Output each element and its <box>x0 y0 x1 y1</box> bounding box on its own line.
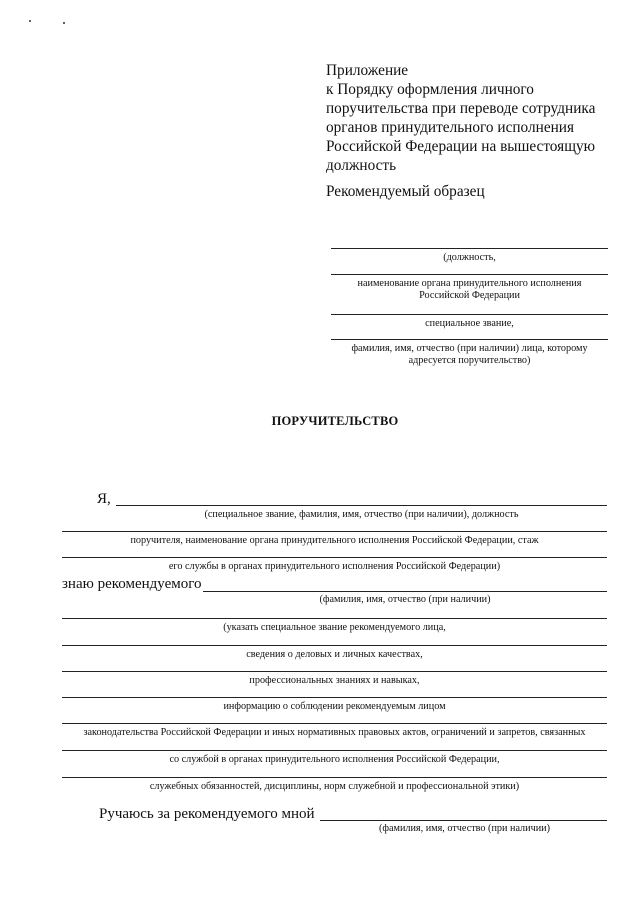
scan-speck <box>29 20 31 22</box>
know-label: знаю рекомендуемого <box>62 576 202 592</box>
scan-speck <box>63 22 65 24</box>
field-caption: со службой в органах принудительного исполнения Российской Федерации, <box>169 754 500 765</box>
appendix-line: должность <box>326 157 397 174</box>
field-caption: (указать специальное звание рекомендуемого лица, <box>223 622 446 633</box>
field-caption: поручителя, наименование органа принудительного исполнения Российской Федерации, стаж <box>130 535 539 546</box>
recommended-name-field[interactable] <box>203 591 607 592</box>
appendix-note <box>326 61 626 175</box>
addressee-caption: (должность, <box>443 252 496 263</box>
sample-label: Рекомендуемый образец <box>326 183 485 200</box>
addressee-caption: адресуется поручительство) <box>408 355 531 366</box>
field-caption: законодательства Российской Федерации и иных нормативных правовых актов, ограничений и запретов, связанных <box>83 727 586 738</box>
addressee-caption: наименование органа принудительного исполнения <box>357 278 582 289</box>
field-caption: (фамилия, имя, отчество (при наличии) <box>378 823 551 834</box>
service-restrictions-field[interactable] <box>62 750 607 751</box>
addressee-caption: Российской Федерации <box>419 290 520 301</box>
guarantor-field[interactable] <box>116 505 607 506</box>
addressee-caption: специальное звание, <box>425 318 514 329</box>
field-caption: профессиональных знаниях и навыках, <box>249 675 420 686</box>
addressee-caption: фамилия, имя, отчество (при наличии) лица, которому <box>351 343 588 354</box>
appendix-line: Российской Федерации на вышестоящую <box>326 138 596 155</box>
field-caption: служебных обязанностей, дисциплины, норм служебной и профессиональной этики) <box>149 781 520 792</box>
vouch-name-field[interactable] <box>320 820 607 821</box>
addressee-organ-field[interactable] <box>331 274 608 275</box>
legislation-field[interactable] <box>62 723 607 724</box>
field-caption: его службы в органах принудительного исполнения Российской Федерации) <box>168 561 501 572</box>
vouch-label: Ручаюсь за рекомендуемого мной <box>99 806 315 822</box>
skills-field[interactable] <box>62 671 607 672</box>
field-caption: (специальное звание, фамилия, имя, отчество (при наличии), должность <box>204 509 519 520</box>
qualities-field[interactable] <box>62 645 607 646</box>
appendix-line: Приложение <box>326 62 409 79</box>
field-caption: сведения о деловых и личных качествах, <box>246 649 423 660</box>
addressee-rank-field[interactable] <box>331 314 608 315</box>
appendix-line: органов принудительного исполнения <box>326 119 575 136</box>
appendix-line: к Порядку оформления личного <box>326 81 534 98</box>
compliance-field[interactable] <box>62 697 607 698</box>
guarantor-service-field[interactable] <box>62 557 607 558</box>
field-caption: информацию о соблюдении рекомендуемым лицом <box>223 701 446 712</box>
document-title: ПОРУЧИТЕЛЬСТВО <box>271 414 399 428</box>
recommended-rank-field[interactable] <box>62 618 607 619</box>
guarantor-field-cont[interactable] <box>62 531 607 532</box>
appendix-line: поручительства при переводе сотрудника <box>326 100 596 117</box>
field-caption: (фамилия, имя, отчество (при наличии) <box>319 594 491 605</box>
ya-label: Я, <box>97 491 111 507</box>
addressee-position-field[interactable] <box>331 248 608 249</box>
duties-field[interactable] <box>62 777 607 778</box>
addressee-name-field[interactable] <box>331 339 608 340</box>
